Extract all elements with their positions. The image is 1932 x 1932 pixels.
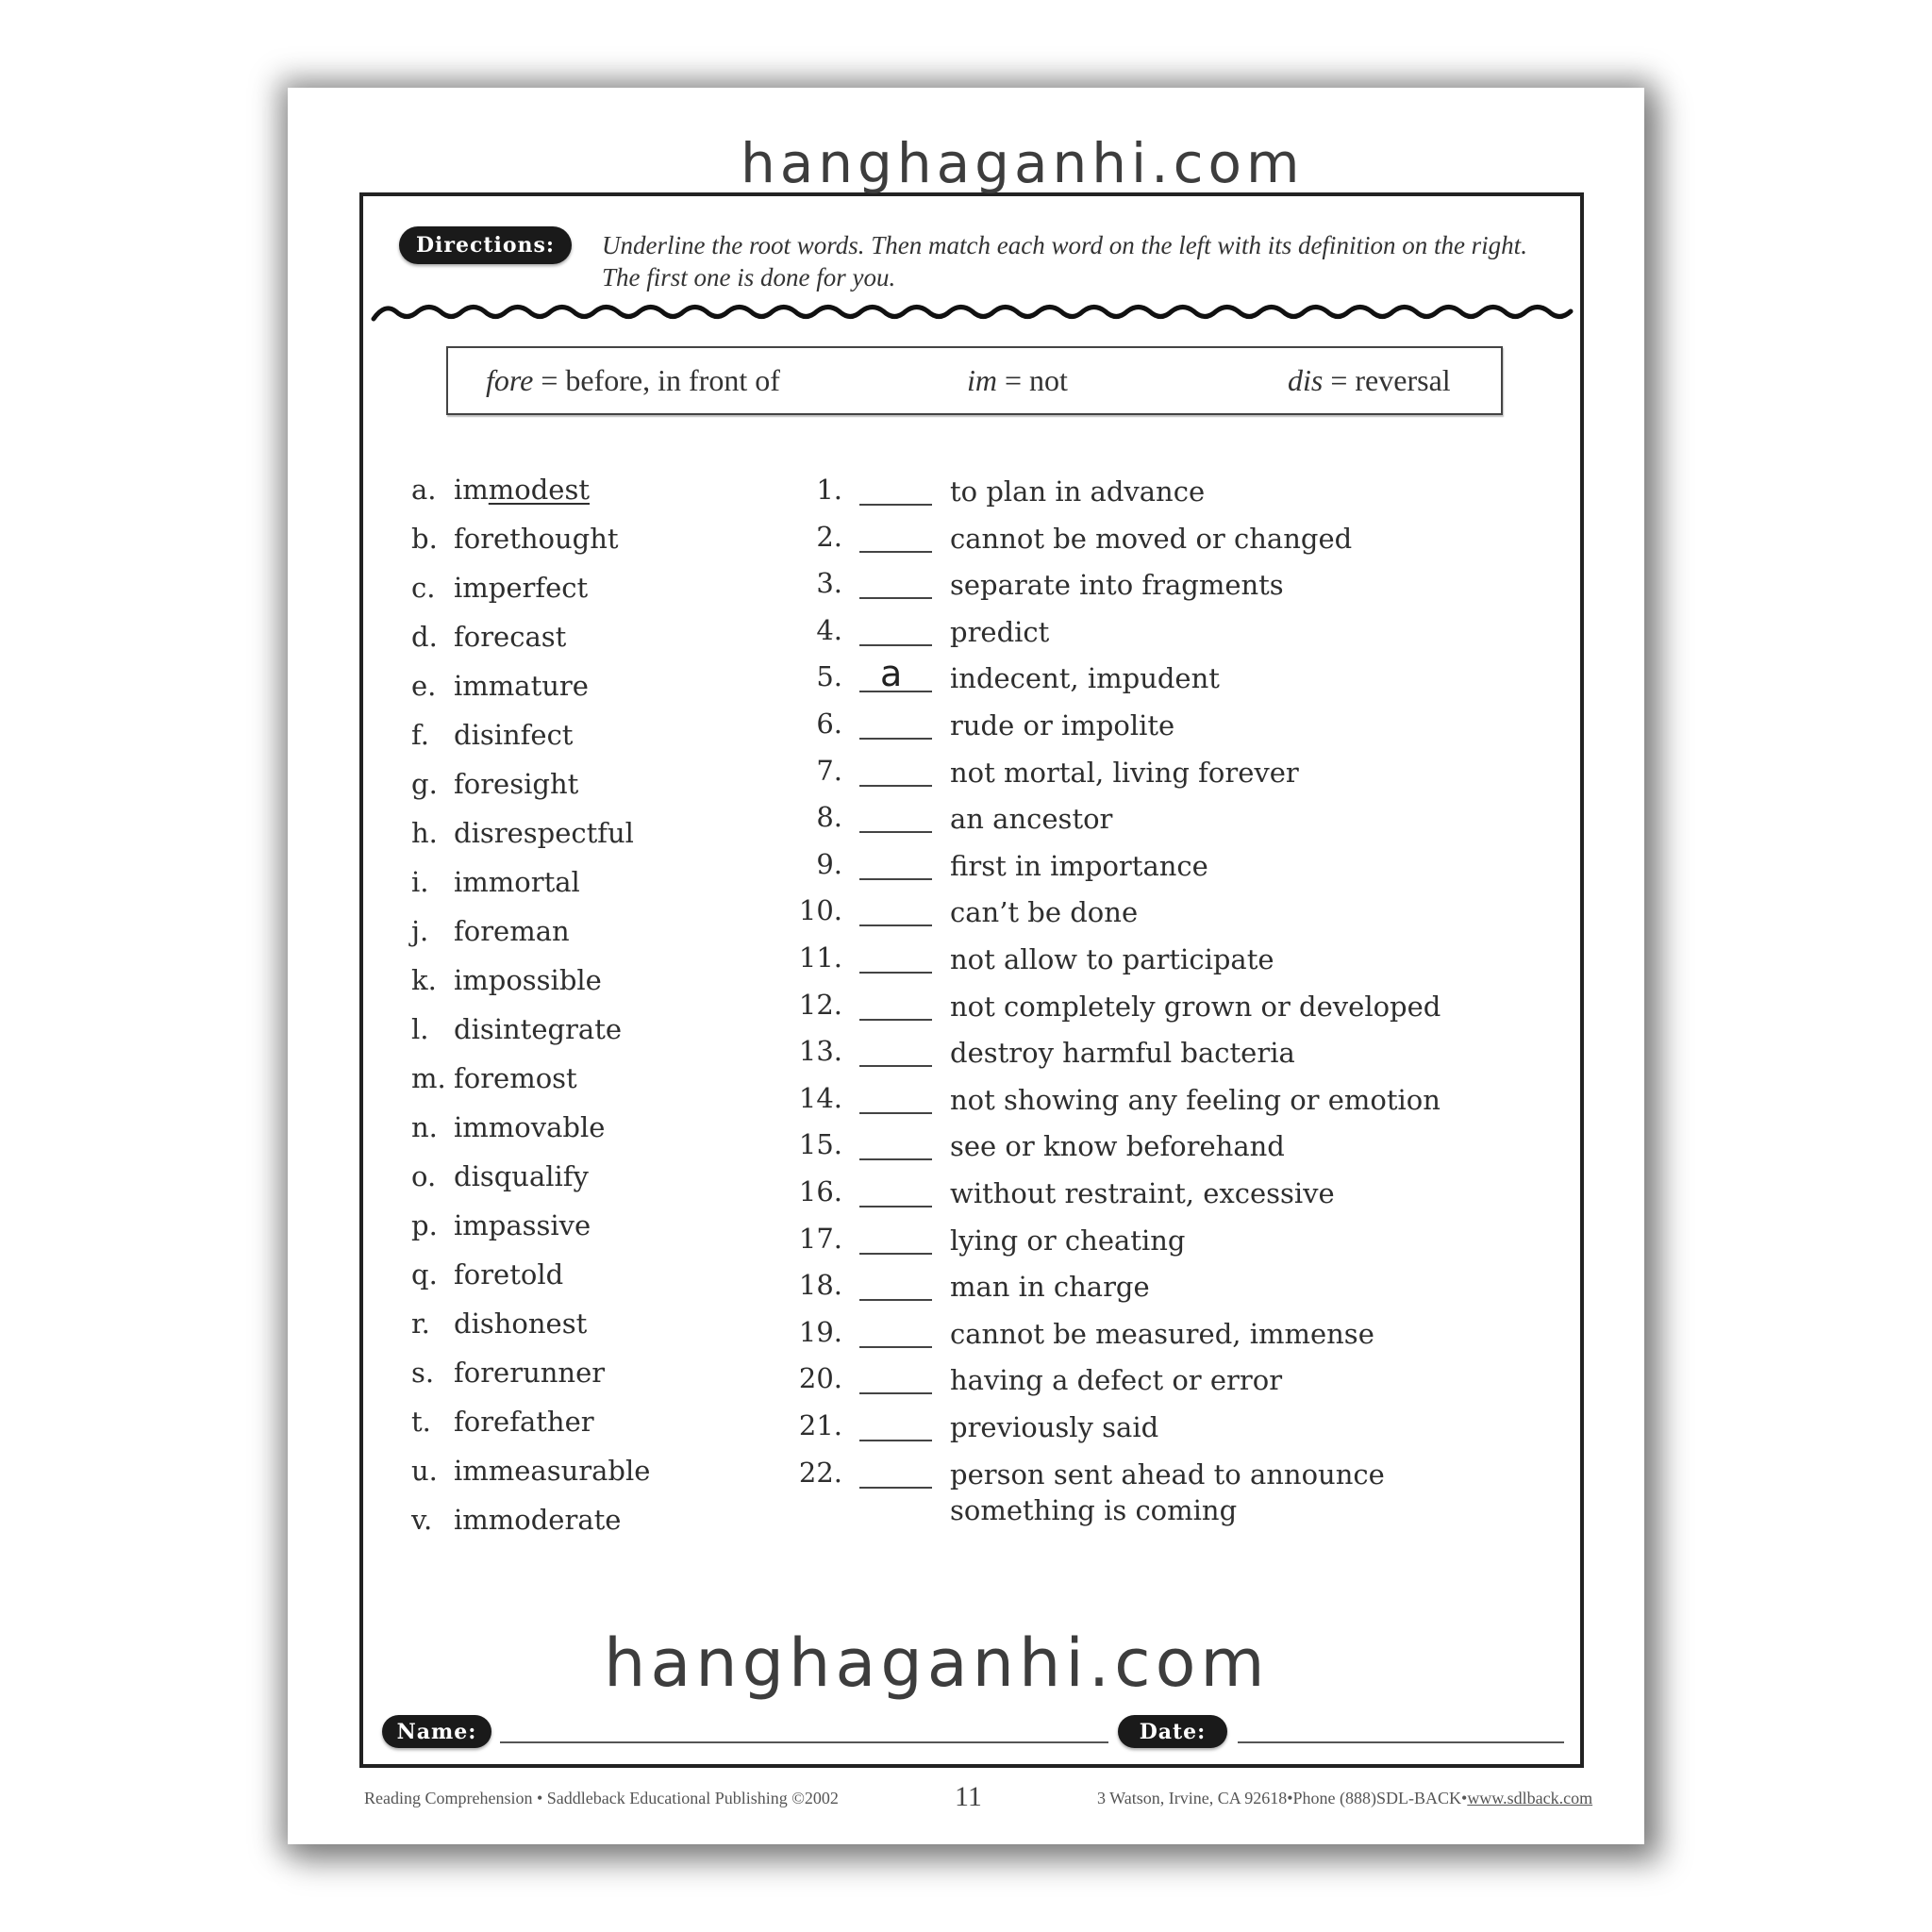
definition-number: 20. xyxy=(798,1362,842,1395)
definition-text xyxy=(950,1175,1335,1211)
word-letter: d. xyxy=(411,621,438,653)
definition-number: 18. xyxy=(798,1269,842,1302)
word-text[interactable]: imperfect xyxy=(454,572,589,604)
word-text[interactable]: impossible xyxy=(454,964,602,996)
reference-fore: fore = before, in front of xyxy=(486,363,780,397)
definition-number: 1. xyxy=(816,474,842,506)
definition-number: 5. xyxy=(816,660,842,693)
word-text[interactable]: immortal xyxy=(454,866,580,898)
reference-dis: dis = reversal xyxy=(1288,363,1451,397)
date-badge: Date: xyxy=(1118,1715,1227,1748)
definition-text xyxy=(950,1223,1185,1258)
definition-text xyxy=(950,801,1112,837)
answer-blank[interactable] xyxy=(859,1206,932,1208)
answer-blank[interactable] xyxy=(859,1158,932,1160)
word-letter: r. xyxy=(411,1307,430,1340)
word-text[interactable]: forefather xyxy=(454,1406,594,1438)
watermark-bottom: hanghaganhi.com xyxy=(604,1624,1270,1702)
word-text[interactable]: immoderate xyxy=(454,1504,622,1536)
word-letter: h. xyxy=(411,817,438,849)
answer-blank[interactable] xyxy=(859,878,932,880)
word-text[interactable]: impassive xyxy=(454,1209,591,1241)
definition-text xyxy=(950,1269,1150,1305)
definition-number: 15. xyxy=(798,1128,842,1161)
answer-blank[interactable] xyxy=(859,1346,932,1348)
word-letter: m. xyxy=(411,1062,446,1094)
name-field[interactable] xyxy=(500,1741,1108,1743)
answer-blank[interactable] xyxy=(859,1392,932,1394)
definition-text xyxy=(950,1409,1158,1445)
definition-text xyxy=(950,989,1441,1024)
definition-line: not showing any feeling or emotion xyxy=(950,1083,1441,1116)
footer-contact xyxy=(1097,1789,1592,1808)
word-text[interactable]: disqualify xyxy=(454,1160,589,1192)
definition-text xyxy=(950,848,1208,884)
definition-number: 3. xyxy=(816,567,842,600)
definition-number: 12. xyxy=(798,988,842,1021)
definition-line: previously said xyxy=(950,1411,1159,1443)
word-letter: c. xyxy=(411,572,436,604)
word-letter: n. xyxy=(411,1111,438,1143)
word-letter: v. xyxy=(411,1504,433,1536)
answer-blank[interactable] xyxy=(859,738,932,740)
definition-line: rude or impolite xyxy=(950,709,1175,741)
word-letter: o. xyxy=(411,1160,437,1192)
definition-number: 8. xyxy=(816,801,842,834)
definition-line: indecent, impudent xyxy=(950,662,1220,695)
definition-line: something is coming xyxy=(950,1493,1238,1526)
definition-text xyxy=(950,1035,1295,1071)
definition-number: 16. xyxy=(798,1175,842,1208)
word-letter: f. xyxy=(411,719,429,751)
answer-blank[interactable] xyxy=(859,1440,932,1441)
word-text[interactable]: immovable xyxy=(454,1111,606,1143)
directions-text: Underline the root words. Then match each word on the left with its definition on the right. The first one is done for you. xyxy=(602,231,1527,291)
word-text[interactable]: forerunner xyxy=(454,1357,606,1389)
directions-badge: Directions: xyxy=(399,226,572,264)
word-text[interactable]: disintegrate xyxy=(454,1013,623,1045)
footer-website-link[interactable]: www.sdlback.com xyxy=(1467,1789,1593,1807)
definition-number: 14. xyxy=(798,1081,842,1114)
definition-line: not completely grown or developed xyxy=(950,990,1441,1023)
definition-text xyxy=(950,614,1049,650)
definition-text xyxy=(950,941,1274,977)
definition-line: lying or cheating xyxy=(950,1224,1186,1257)
answer-blank[interactable] xyxy=(859,1112,932,1114)
answer-value: a xyxy=(880,653,903,695)
definition-text xyxy=(950,474,1205,509)
word-letter: u. xyxy=(411,1455,438,1487)
page-number: 11 xyxy=(955,1781,982,1812)
definition-text xyxy=(950,1362,1282,1398)
watermark-top: hanghaganhi.com xyxy=(741,131,1305,195)
answer-blank[interactable] xyxy=(859,1019,932,1021)
definition-number: 19. xyxy=(798,1315,842,1348)
word-prefix: im xyxy=(454,474,489,506)
name-badge: Name: xyxy=(382,1715,491,1748)
definition-line: destroy harmful bacteria xyxy=(950,1037,1295,1070)
word-text[interactable]: foresight xyxy=(454,768,579,800)
definition-number: 22. xyxy=(798,1456,842,1489)
answer-blank[interactable] xyxy=(859,1065,932,1067)
definition-number: 7. xyxy=(816,754,842,787)
definition-number: 9. xyxy=(816,847,842,880)
word-text[interactable]: foretold xyxy=(454,1258,564,1291)
answer-blank[interactable] xyxy=(859,597,932,599)
answer-blank[interactable] xyxy=(859,831,932,833)
word-letter: i. xyxy=(411,866,429,898)
definition-line: without restraint, excessive xyxy=(950,1177,1335,1209)
word-text[interactable]: disrespectful xyxy=(454,817,634,849)
reference-im: im = not xyxy=(967,363,1068,397)
wavy-divider xyxy=(370,294,1577,328)
definition-line: person sent ahead to announce xyxy=(950,1457,1385,1491)
word-text[interactable]: immeasurable xyxy=(454,1455,651,1487)
answer-blank[interactable] xyxy=(859,972,932,974)
definition-text xyxy=(950,894,1138,930)
answer-blank[interactable] xyxy=(859,504,932,506)
definition-text xyxy=(950,521,1352,557)
root-reference-box xyxy=(446,346,1503,415)
word-letter: e. xyxy=(411,670,437,702)
definition-text xyxy=(950,708,1174,743)
word-text[interactable]: disinfect xyxy=(454,719,574,751)
answer-blank[interactable] xyxy=(859,785,932,787)
footer-publisher: Reading Comprehension • Saddleback Educational Publishing ©2002 xyxy=(364,1789,839,1807)
date-field[interactable] xyxy=(1238,1741,1564,1743)
definition-number: 4. xyxy=(816,613,842,646)
word-text[interactable]: foreman xyxy=(454,915,570,947)
definition-line: first in importance xyxy=(950,849,1208,882)
answer-blank[interactable] xyxy=(859,924,932,926)
definition-line: man in charge xyxy=(950,1271,1150,1304)
answer-blank[interactable] xyxy=(859,644,932,646)
word-text[interactable] xyxy=(454,474,590,506)
definition-text xyxy=(950,755,1299,791)
definition-number: 11. xyxy=(798,941,842,974)
definition-number: 21. xyxy=(798,1409,842,1441)
footer-address: 3 Watson, Irvine, CA 92618•Phone (888)SDL-BACK• xyxy=(1097,1789,1468,1807)
word-text[interactable]: forethought xyxy=(454,523,619,555)
answer-blank[interactable] xyxy=(859,1253,932,1255)
definition-line: not mortal, living forever xyxy=(950,756,1299,789)
underlined-root: modest xyxy=(488,474,591,506)
word-letter: s. xyxy=(411,1357,435,1389)
word-letter: a. xyxy=(411,474,437,506)
definition-number: 17. xyxy=(798,1222,842,1255)
definition-line: having a defect or error xyxy=(950,1364,1283,1397)
word-letter: p. xyxy=(411,1209,438,1241)
definition-line: separate into fragments xyxy=(950,569,1284,602)
definition-number: 13. xyxy=(798,1035,842,1068)
definition-line: see or know beforehand xyxy=(950,1130,1285,1163)
answer-blank[interactable] xyxy=(859,551,932,553)
definition-line: not allow to participate xyxy=(950,943,1274,975)
definition-text xyxy=(950,660,1220,696)
definition-text xyxy=(950,1082,1441,1118)
definition-line: cannot be measured, immense xyxy=(950,1317,1374,1350)
word-letter: t. xyxy=(411,1406,431,1438)
word-text[interactable]: forecast xyxy=(454,621,567,653)
definition-text xyxy=(950,1316,1374,1352)
definition-line: to plan in advance xyxy=(950,475,1206,508)
definition-number: 10. xyxy=(798,894,842,927)
word-letter: b. xyxy=(411,523,438,555)
word-letter: l. xyxy=(411,1013,429,1045)
definition-text xyxy=(950,1128,1285,1164)
definition-line: cannot be moved or changed xyxy=(950,522,1353,555)
definition-text xyxy=(950,567,1284,603)
word-letter: q. xyxy=(411,1258,438,1291)
word-letter: g. xyxy=(411,768,438,800)
word-letter: j. xyxy=(411,915,429,947)
word-letter: k. xyxy=(411,964,437,996)
definition-text xyxy=(950,1457,1385,1528)
definition-line: predict xyxy=(950,615,1050,648)
definition-number: 6. xyxy=(816,708,842,740)
word-text[interactable]: foremost xyxy=(454,1062,577,1094)
answer-blank[interactable] xyxy=(859,1299,932,1301)
definition-line: an ancestor xyxy=(950,803,1113,836)
word-text[interactable]: dishonest xyxy=(454,1307,588,1340)
word-text[interactable]: immature xyxy=(454,670,589,702)
definition-number: 2. xyxy=(816,520,842,553)
answer-blank[interactable] xyxy=(859,1487,932,1489)
definition-line: can’t be done xyxy=(950,896,1139,929)
